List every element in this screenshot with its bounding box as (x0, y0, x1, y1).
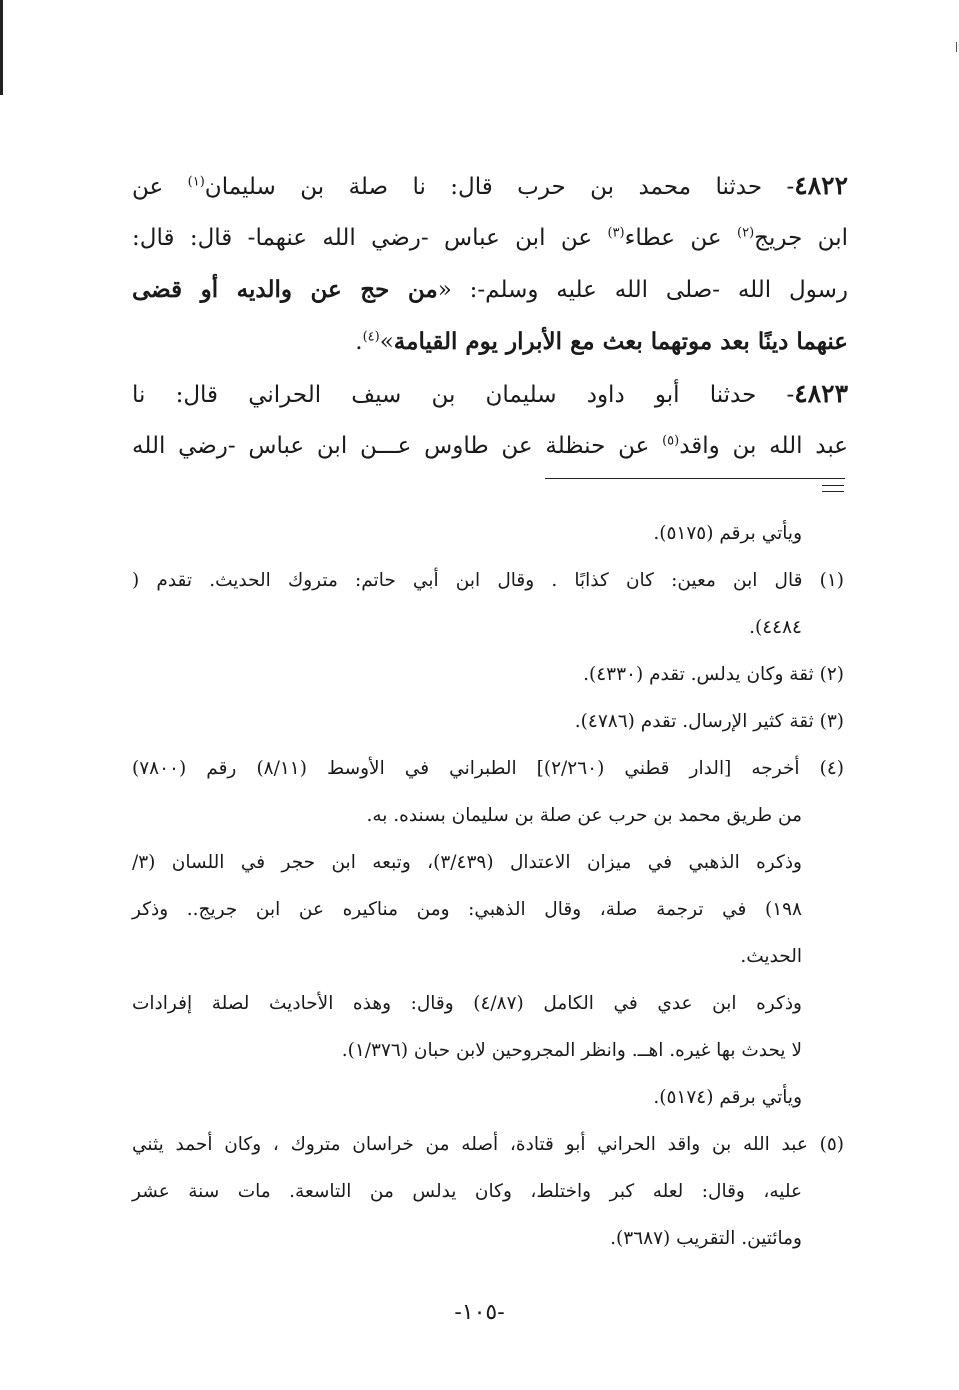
text-run: عبد الله بن واقد (679, 433, 848, 459)
footnote-ref-3: (٣) (607, 225, 625, 241)
hadith-4822-line-2 (132, 212, 848, 264)
footnote-4-cont: الحديث. (740, 946, 802, 967)
hadith-matn-bold: من حج عن والديه أو قضى (132, 276, 438, 303)
footnotes-block (132, 510, 844, 1262)
text-run: . (355, 329, 363, 355)
text-run: عن (132, 174, 188, 200)
footnote-1-cont: ٤٤٨٤). (749, 617, 802, 638)
footnote-carry-over: ويأتي برقم (٥١٧٥). (653, 523, 802, 544)
text-run: عن عطاء (624, 225, 738, 251)
footnote-1: (١) قال ابن معين: كان كذابًا . وقال ابن أبي حاتم: متروك الحديث. تقدم ( (132, 570, 844, 591)
scan-tick-mark (956, 42, 957, 52)
footnote-4-cont: لا يحدث بها غيره. اهــ. وانظر المجروحين لابن حبان (١/٣٧٦). (341, 1040, 802, 1061)
text-run: - حدثنا محمد بن حرب قال: نا صلة بن سليمان (204, 174, 795, 200)
footnote-5: (٥) عبد الله بن واقد الحراني أبو قتادة، أصله من خراسان متروك ، وكان أحمد يثني (132, 1134, 844, 1155)
footnote-ref-5: (٥) (662, 433, 680, 449)
text-run: عن ابن عباس -رضي الله عنهما- قال: قال: (132, 225, 608, 251)
footnote-3: (٣) ثقة كثير الإرسال. تقدم (٤٧٨٦). (574, 711, 844, 732)
binding-margin-rule (0, 0, 3, 95)
footnote-2: (٢) ثقة وكان يدلس. تقدم (٤٣٣٠). (583, 664, 844, 685)
footnote-4-cont: من طريق محمد بن حرب عن صلة بن سليمان بسنده. به. (366, 805, 802, 826)
footnote-4-cont: وذكره ابن عدي في الكامل (٤/٨٧) وقال: وهذه الأحاديث لصلة إفرادات (132, 993, 802, 1014)
main-text-block (132, 160, 848, 472)
separator-mark-top (822, 485, 844, 486)
hadith-4823-line-2 (132, 420, 848, 472)
footnote-ref-4: (٤) (362, 329, 380, 345)
text-run: رسول الله -صلى الله عليه وسلم-: « (437, 277, 848, 303)
hadith-number-4822: ٤٨٢٢ (794, 171, 848, 200)
footnote-4-cont: ويأتي برقم (٥١٧٤). (653, 1087, 802, 1108)
footnote-4: (٤) أخرجه [الدار قطني (٢/٢٦٠)] الطبراني في الأوسط (٨/١١) رقم (٧٨٠٠) (132, 758, 844, 779)
footnote-5-cont: ومائتين. التقريب (٣٦٨٧). (610, 1228, 802, 1249)
footnote-separator (545, 478, 845, 479)
footnote-ref-1: (١) (187, 174, 205, 190)
footnote-5-cont: عليه، وقال: لعله كبر واختلط، وكان يدلس من التاسعة. مات سنة عشر (132, 1181, 802, 1202)
text-run: عن حنظلة عن طاوس عـــن ابن عباس -رضي الله (132, 433, 663, 459)
footnote-ref-2: (٢) (737, 225, 755, 241)
separator-mark-bottom (822, 491, 844, 492)
text-run: - حدثنا أبو داود سليمان بن سيف الحراني قال: نا (132, 382, 795, 408)
footnote-4-cont: ١٩٨) في ترجمة صلة، وقال الذهبي: ومن مناكيره عن ابن جريج.. وذكر (132, 899, 802, 920)
hadith-4822-line-1 (132, 160, 848, 212)
text-run: ابن جريج (754, 225, 848, 251)
text-run: » (379, 329, 394, 355)
hadith-matn-bold: عنهما دينًا بعد موتهما بعث مع الأبرار يوم القيامة (393, 328, 848, 355)
page-number: -١٠٥- (454, 1300, 505, 1325)
hadith-4822-line-3 (132, 264, 848, 316)
hadith-4822-line-4 (132, 316, 848, 368)
footnote-4-cont: وذكره الذهبي في ميزان الاعتدال (٣/٤٣٩)، وتبعه ابن حجر في اللسان (٣/ (132, 852, 802, 873)
hadith-number-4823: ٤٨٢٣ (794, 379, 848, 408)
hadith-4823-line-1 (132, 368, 848, 420)
